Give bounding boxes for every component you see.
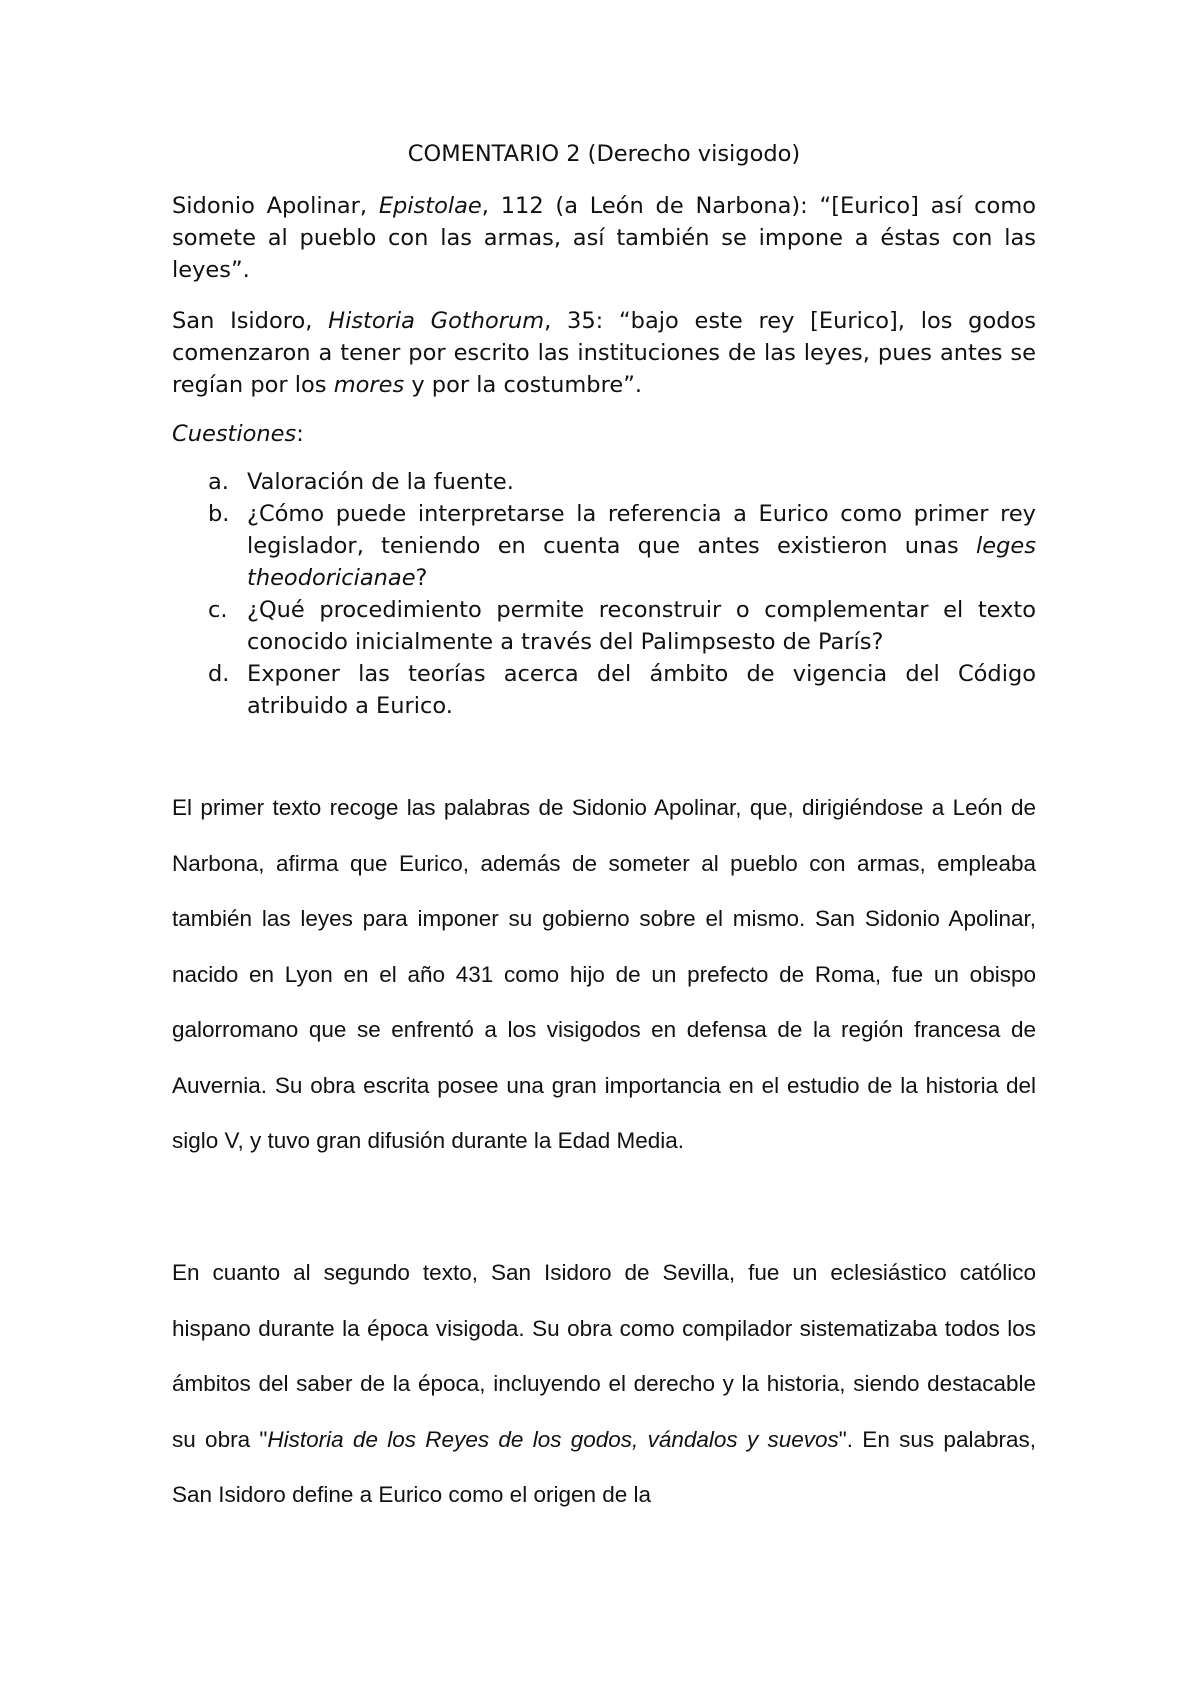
question-text: ¿Qué procedimiento permite reconstruir o complementar el texto conocido inicialmente a través del Palimpsesto de París? (247, 597, 1036, 655)
question-item (172, 498, 1036, 594)
question-item (172, 594, 1036, 658)
questions-heading-colon: : (296, 421, 304, 447)
answer-paragraph-2-work: Historia de los Reyes de los godos, vándalos y suevos (267, 1426, 839, 1452)
quote-sidonio-work: Epistolae (378, 193, 482, 219)
question-marker: a. (208, 469, 229, 495)
question-tail: ? (415, 565, 428, 591)
questions-list (172, 466, 1036, 722)
question-italic-term: leges theodoricianae (247, 533, 1036, 591)
quote-sidonio (172, 190, 1036, 286)
quote-sidonio-text: , 112 (a León de Narbona): “[Eurico] así como somete al pueblo con las armas, así también se impone a éstas con las leyes”. (172, 193, 1037, 283)
answer-paragraph-1: El primer texto recoge las palabras de Sidonio Apolinar, que, dirigiéndose a León de Narbona, afirma que Eurico, además de someter al pueblo con armas, empleaba también las leyes para imponer su gobierno sobre el mismo. San Sidonio Apolinar, nacido en Lyon en el año 431 como hijo de un prefecto de Roma, fue un obispo galorromano que se enfrentó a los visigodos en defensa de la región francesa de Auvernia. Su obra escrita posee una gran importancia en el estudio de la historia del siglo V, y tuvo gran difusión durante la Edad Media. (172, 795, 1036, 1153)
question-text: ¿Cómo puede interpretarse la referencia a Eurico como primer rey legislador, teniendo en cuenta que antes existieron unas (247, 501, 1036, 559)
question-text: Valoración de la fuente. (247, 469, 514, 495)
question-item (172, 658, 1036, 722)
questions-heading (172, 418, 304, 450)
quote-sidonio-source: Sidonio Apolinar, (172, 193, 379, 219)
document-title: COMENTARIO 2 (Derecho visigodo) (407, 141, 801, 167)
quote-isidoro-mores: mores (333, 372, 405, 398)
question-marker: b. (208, 501, 230, 527)
answer-paragraph-2 (172, 1245, 1036, 1523)
quote-isidoro (172, 305, 1036, 401)
question-marker: d. (208, 661, 230, 687)
quote-isidoro-text: , 35: “bajo este rey [Eurico], los godos comenzaron a tener por escrito las instituciones de las leyes, pues antes se regían por los (172, 308, 1036, 398)
quote-isidoro-work: Historia Gothorum (328, 308, 545, 334)
questions-heading-label: Cuestiones (172, 421, 297, 447)
answer-paragraph-2-text: En cuanto al segundo texto, San Isidoro de Sevilla, fue un eclesiástico católico hispano durante la época visigoda. Su obra como compilador sistematizaba todos los ámbitos del saber de la época, incluyendo el derecho y la historia, siendo destacable su obra " (172, 1260, 1036, 1452)
quote-isidoro-end: y por la costumbre”. (404, 372, 642, 398)
question-text: Exponer las teorías acerca del ámbito de vigencia del Código atribuido a Eurico. (247, 661, 1036, 719)
question-marker: c. (208, 597, 228, 623)
question-item (172, 466, 1036, 498)
quote-isidoro-source: San Isidoro, (172, 308, 329, 334)
answer-paragraph-2-end: ". En sus palabras, San Isidoro define a Eurico como el origen de la (172, 1426, 1036, 1507)
